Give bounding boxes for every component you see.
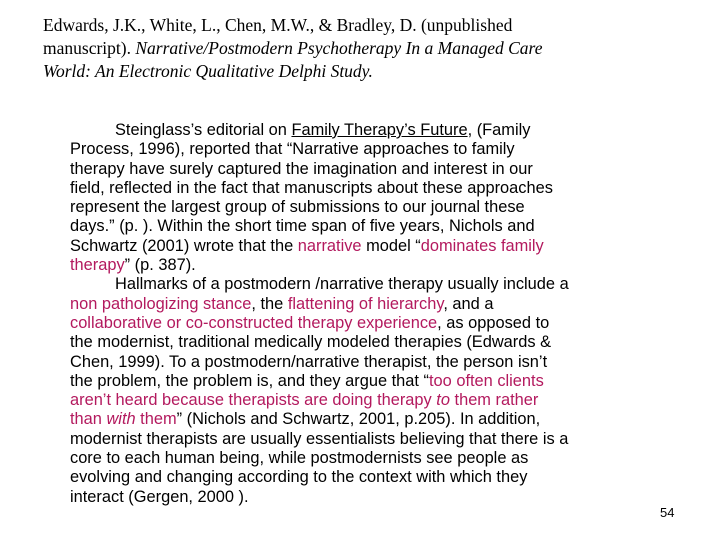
p1-line [70,121,710,140]
citation-title-part-1: Narrative/Postmodern Psychotherapy In a Managed Care [135,38,543,58]
highlight-quote: aren’t heard because therapists are doing therapy [70,391,437,410]
p2-line [70,391,710,410]
p1-line: field, reflected in the fact that manuscripts about these approaches [70,178,553,197]
citation-line-3 [43,60,693,83]
p2-line [70,295,710,314]
highlight-quote: than [70,410,107,429]
p1-line: represent the largest group of submissions to our journal these [70,198,525,217]
highlight-collaborative: collaborative or co-constructed therapy experience [70,313,438,332]
p1-line: days.” (p. ). Within the short time span of five years, Nichols and [70,217,535,236]
highlight-narrative: narrative [297,236,362,255]
citation-manuscript: manuscript). [43,38,131,58]
p2-line: the modernist, traditional medically modeled therapies (Edwards & [70,333,552,352]
journal-title: Family Therapy’s Future [291,121,468,139]
p1-line [70,256,710,275]
text-run: Steinglass’s editorial on [115,121,292,139]
highlight-quote: them rather [449,391,539,410]
text-run: the problem, the problem is, and they argue that “ [70,371,429,390]
p1-line: Process, 1996), reported that “Narrative approaches to family [70,140,515,159]
p2-line [70,314,710,333]
text-run: , the [251,294,288,313]
highlight-non-pathologizing: non pathologizing stance [70,294,252,313]
p1-line [70,237,710,256]
p2-line: interact (Gergen, 2000 ). [70,487,249,506]
text-run: ” (Nichols and Schwartz, 2001, p.205). In addition, [176,410,541,429]
citation-line-1: Edwards, J.K., White, L., Chen, M.W., & Bradley, D. (unpublished [43,15,513,35]
highlight-quote: them [135,410,177,429]
text-run: model “ [361,236,421,255]
citation-line-2 [43,37,693,60]
text-run: , (Family [467,121,531,139]
p1-line: therapy have surely captured the imagination and interest in our [70,159,533,178]
body-text [70,121,710,507]
text-run: , as opposed to [437,313,550,332]
p2-line [70,410,710,429]
p2-line: Hallmarks of a postmodern /narrative therapy usually include a [115,275,569,294]
highlight-quote-italic: with [106,410,136,429]
highlight-flattening: flattening of hierarchy [287,294,444,313]
highlight-therapy: therapy [70,256,125,275]
p2-line: Chen, 1999). To a postmodern/narrative therapist, the person isn’t [70,352,548,371]
text-run: Schwartz (2001) wrote that the [70,236,298,255]
highlight-dominates: dominates family [420,236,544,255]
text-run: ” (p. 387). [124,256,196,275]
p2-line: modernist therapists are usually essentialists believing that there is a [70,429,569,448]
highlight-quote-italic: to [436,391,450,410]
text-run: , and a [443,294,494,313]
highlight-quote: too often clients [428,371,544,390]
page-number: 54 [660,505,675,520]
citation-title-part-2: World: An Electronic Qualitative Delphi Study. [43,61,373,81]
p2-line [70,372,710,391]
p2-line: evolving and changing according to the context with which they [70,468,528,487]
p2-line: core to each human being, while postmodernists see people as [70,449,529,468]
citation [43,14,693,83]
